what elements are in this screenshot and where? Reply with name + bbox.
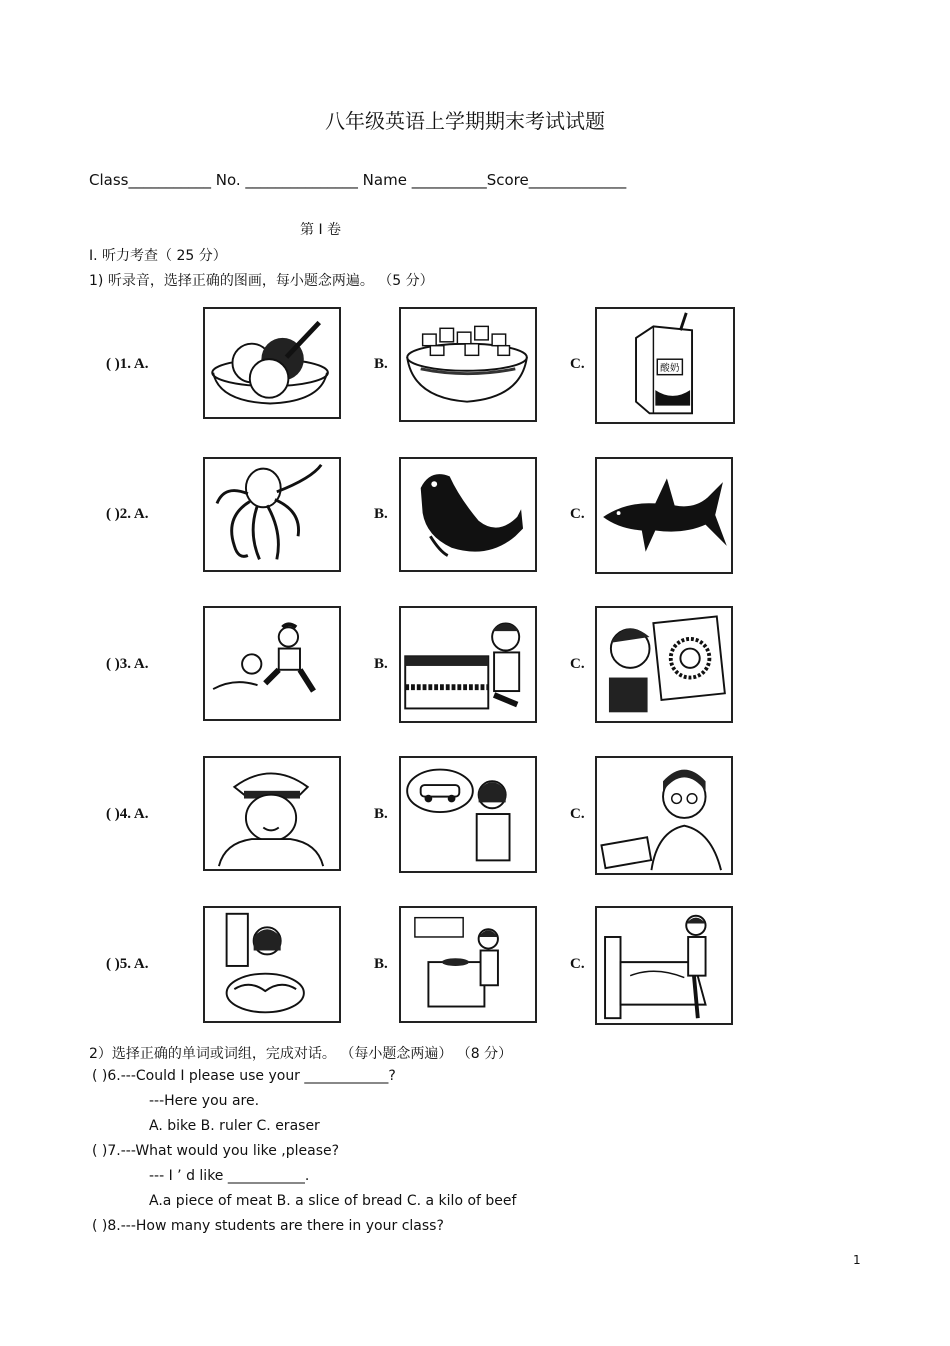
picture-girl-washing <box>203 906 341 1023</box>
section-heading: I. 听力考查（ 25 分） <box>89 248 227 264</box>
picture-seal <box>399 457 537 572</box>
picture-salad-bowl <box>399 307 537 422</box>
option-b-label: B. <box>374 506 388 522</box>
doctor-icon <box>597 758 731 873</box>
seal-icon <box>401 459 535 570</box>
washing-icon <box>205 908 339 1021</box>
question-label: ( )1. A. <box>106 356 149 372</box>
painting-icon <box>597 608 731 721</box>
soccer-icon <box>205 608 339 719</box>
question-label: ( )2. A. <box>106 506 149 522</box>
bed-icon <box>597 908 731 1023</box>
carton-text: 酸奶 <box>660 362 680 374</box>
question-7-options: A.a piece of meat B. a slice of bread C. a kilo of beef <box>149 1193 517 1209</box>
student-info-line: Class___________ No. _______________ Name __________Score_____________ <box>89 171 627 189</box>
picture-boy-painting <box>595 606 733 723</box>
picture-ice-cream <box>203 307 341 419</box>
picture-octopus <box>203 457 341 572</box>
option-c-label: C. <box>570 356 585 372</box>
question-label: ( )4. A. <box>106 806 149 822</box>
ice-cream-icon <box>205 309 339 417</box>
picture-girl-making-bed <box>595 906 733 1025</box>
milk-carton-icon <box>597 309 733 422</box>
picture-shark <box>595 457 733 574</box>
picture-girl-cooking <box>399 906 537 1023</box>
policeman-icon <box>205 758 339 869</box>
picture-boy-soccer <box>203 606 341 721</box>
shark-icon <box>597 459 731 572</box>
question-label: ( )5. A. <box>106 956 149 972</box>
octopus-icon <box>205 459 339 570</box>
picture-girl-dreaming <box>399 756 537 873</box>
picture-policeman <box>203 756 341 871</box>
question-7: ( )7.---What would you like ,please? <box>92 1143 340 1159</box>
part2-instruction: 2）选择正确的单词或词组，完成对话。 （每小题念两遍） （8 分） <box>89 1046 513 1062</box>
option-b-label: B. <box>374 356 388 372</box>
page-title: 八年级英语上学期期末考试试题 <box>325 109 605 133</box>
question-6-options: A. bike B. ruler C. eraser <box>149 1118 320 1134</box>
option-c-label: C. <box>570 806 585 822</box>
question-8: ( )8.---How many students are there in your class? <box>92 1218 444 1234</box>
question-7-reply: --- I ’ d like ___________. <box>149 1168 310 1184</box>
option-b-label: B. <box>374 656 388 672</box>
question-6-reply: ---Here you are. <box>149 1093 260 1109</box>
option-b-label: B. <box>374 956 388 972</box>
option-c-label: C. <box>570 956 585 972</box>
salad-bowl-icon <box>401 309 535 420</box>
dream-car-icon <box>401 758 535 871</box>
option-b-label: B. <box>374 806 388 822</box>
picture-doctor <box>595 756 733 875</box>
volume-label: 第 I 卷 <box>300 222 342 238</box>
page-number: 1 <box>853 1253 861 1267</box>
cooking-icon <box>401 908 535 1021</box>
question-label: ( )3. A. <box>106 656 149 672</box>
piano-icon <box>401 608 535 721</box>
picture-milk-carton <box>595 307 735 424</box>
option-c-label: C. <box>570 506 585 522</box>
option-c-label: C. <box>570 656 585 672</box>
part1-instruction: 1) 听录音，选择正确的图画，每小题念两遍。 （5 分） <box>89 273 434 289</box>
question-6: ( )6.---Could I please use your ____________? <box>92 1068 396 1084</box>
picture-boy-piano <box>399 606 537 723</box>
